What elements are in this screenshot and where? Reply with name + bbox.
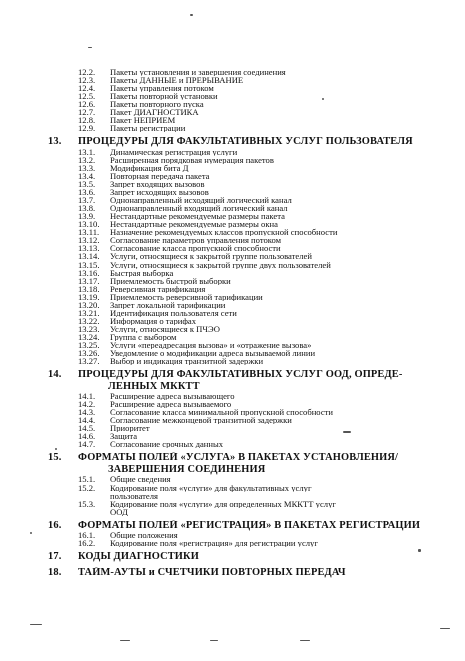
toc-entry-number: 14. (48, 369, 62, 381)
toc-entry-number: 13.7. (78, 196, 96, 205)
toc-subsection-entry (48, 432, 458, 440)
toc-entry-number: 13.14. (78, 252, 100, 261)
toc-subsection-entry (48, 539, 458, 547)
toc-entry-title: ТАЙМ-АУТЫ и СЧЕТЧИКИ ПОВТОРНЫХ ПЕРЕДАЧ (78, 566, 346, 578)
toc-subsection-entry (48, 124, 458, 132)
toc-subsection-entry (48, 204, 458, 212)
toc-entry-number: 14.2. (78, 400, 96, 409)
toc-subsection-entry (48, 309, 458, 317)
toc-entry-title: Назначение рекомендуемых классов пропускной способности (110, 228, 338, 237)
toc-subsection-entry (48, 484, 458, 492)
toc-entry-title: Нестандартные рекомендуемые размеры пакета (110, 212, 285, 221)
toc-entry-title: Запрет исходящих вызовов (110, 188, 209, 197)
scan-speck (30, 624, 42, 625)
toc-subsection-entry (48, 325, 458, 333)
toc-entry-number: 13. (48, 136, 62, 148)
toc-subsection-entry (48, 220, 458, 228)
toc-entry-title: Кодирование поля «услуги» для факультативных услуг (110, 483, 312, 492)
toc-entry-number: 18. (48, 566, 62, 578)
toc-entry-title: Защита (110, 432, 138, 441)
toc-entry-title: Динамическая регистрация услуги (110, 147, 238, 156)
toc-entry-title: Пакеты установления и завершения соединения (110, 68, 286, 77)
toc-subsection-entry (48, 349, 458, 357)
toc-entry-number: 12.8. (78, 116, 96, 125)
toc-entry-title: Быстрая выборка (110, 268, 174, 277)
toc-section-entry (48, 381, 458, 393)
toc-entry-title: Запрет локальной тарификации (110, 300, 226, 309)
toc-entry-title: пользователя (110, 491, 158, 500)
toc-subsection-entry (48, 424, 458, 432)
toc-entry-title: Однонаправленный исходящий логический канал (110, 196, 292, 205)
toc-entry-number: 13.2. (78, 155, 96, 164)
toc-subsection-entry (48, 180, 458, 188)
toc-subsection-entry (48, 188, 458, 196)
toc-subsection-entry (48, 357, 458, 365)
toc-entry-title: Группа с выбором (110, 332, 177, 341)
toc-entry-number: 13.4. (78, 172, 96, 181)
toc-entry-title: Согласование срочных данных (110, 440, 224, 449)
toc-entry-number: 13.19. (78, 292, 100, 301)
toc-subsection-entry (48, 156, 458, 164)
toc-subsection-entry (48, 236, 458, 244)
toc-entry-title: Пакеты повторного пуска (110, 100, 204, 109)
toc-entry-number: 17. (48, 551, 62, 563)
toc-subsection-entry (48, 475, 458, 483)
toc-entry-number: 15. (48, 452, 62, 464)
toc-subsection-entry (48, 400, 458, 408)
scan-speck (343, 431, 351, 433)
toc-entry-title: Пакет НЕПРИЕМ (110, 116, 176, 125)
toc-entry-title: Повторная передача пакета (110, 172, 210, 181)
toc-subsection-entry (48, 228, 458, 236)
toc-subsection-entry (48, 531, 458, 539)
toc-entry-title: Согласование класса пропускной способности (110, 244, 281, 253)
toc-entry-title: Реверсивная тарификация (110, 284, 206, 293)
toc-section-entry (48, 551, 458, 563)
toc-entry-number: 14.6. (78, 432, 96, 441)
toc-entry-title: ЛЕННЫХ МККТТ (108, 380, 200, 392)
toc-subsection-entry (48, 392, 458, 400)
toc-entry-title: Общие сведения (110, 475, 171, 484)
toc-entry-number: 15.2. (78, 483, 96, 492)
toc-subsection-entry (48, 269, 458, 277)
toc-entry-number: 12.3. (78, 76, 96, 85)
toc-entry-title: Кодирование поля «регистрация» для регистрации услуг (110, 539, 318, 548)
toc-entry-number: 13.27. (78, 357, 100, 366)
toc-entry-title: Расширенная порядковая нумерация пакетов (110, 155, 274, 164)
toc-entry-title: Услуги, относящиеся к закрытой группе пользователей (110, 252, 312, 261)
toc-entry-number: 14.3. (78, 408, 96, 417)
toc-entry-title: Пакеты ДАННЫЕ и ПРЕРЫВАНИЕ (110, 76, 244, 85)
toc-section-entry (48, 464, 458, 476)
toc-subsection-entry (48, 317, 458, 325)
toc-entry-number: 12.6. (78, 100, 96, 109)
toc-subsection-entry (48, 68, 458, 76)
toc-entry-title: Приемлемость быстрой выборки (110, 276, 231, 285)
toc-entry-title: Пакет ДИАГНОСТИКА (110, 108, 199, 117)
toc-section-entry (48, 136, 458, 148)
scan-speck (418, 549, 421, 552)
toc-subsection-entry (48, 416, 458, 424)
toc-subsection-entry (48, 261, 458, 269)
toc-subsection-entry (48, 92, 458, 100)
toc-entry-number: 13.15. (78, 260, 100, 269)
toc-entry-title: Уведомление о модификации адреса вызываемой линии (110, 349, 316, 358)
toc-entry-title: Услуги, относящиеся к закрытой группе двух пользователей (110, 260, 331, 269)
toc-section-entry (48, 520, 458, 532)
toc-entry-title: ПРОЦЕДУРЫ ДЛЯ ФАКУЛЬТАТИВНЫХ УСЛУГ ПОЛЬЗОВАТЕЛЯ (78, 136, 413, 148)
toc-entry-title: Приоритет (110, 424, 150, 433)
scan-speck (30, 532, 32, 534)
scan-speck (210, 640, 218, 641)
toc-subsection-entry (48, 277, 458, 285)
toc-entry-title: Нестандартные рекомендуемые размеры окна (110, 220, 278, 229)
toc-subsection-entry (48, 172, 458, 180)
toc-entry-title: Идентификация пользователя сети (110, 308, 237, 317)
toc-entry-title: Запрет входящих вызовов (110, 180, 205, 189)
toc-entry-number: 13.1. (78, 147, 96, 156)
toc-section-entry (48, 369, 458, 381)
toc-section-entry (48, 567, 458, 579)
toc-entry-number: 13.6. (78, 188, 96, 197)
toc-entry-title: Информация о тарифах (110, 316, 197, 325)
toc-entry-number: 15.3. (78, 499, 96, 508)
toc-entry-title: Модификация бита Д (110, 163, 189, 173)
toc-subsection-entry (48, 196, 458, 204)
toc-entry-number: 13.24. (78, 332, 100, 341)
toc-section-entry (48, 452, 458, 464)
toc-entry-title: Согласование класса минимальной пропускной способности (110, 408, 333, 417)
scan-speck (120, 640, 130, 641)
toc-subsection-entry (48, 285, 458, 293)
toc-subsection-entry (48, 84, 458, 92)
toc-subsection-entry (48, 440, 458, 448)
toc-subsection-entry (48, 116, 458, 124)
toc-subsection-entry (48, 508, 458, 516)
toc-entry-number: 13.20. (78, 300, 100, 309)
toc-entry-number: 14.7. (78, 440, 96, 449)
toc-subsection-entry (48, 301, 458, 309)
toc-entry-title: ФОРМАТЫ ПОЛЕЙ «РЕГИСТРАЦИЯ» В ПАКЕТАХ РЕГИСТРАЦИИ (78, 519, 421, 531)
toc-subsection-entry (48, 212, 458, 220)
toc-entry-number: 16.2. (78, 539, 96, 548)
table-of-contents (48, 68, 458, 578)
toc-subsection-entry (48, 148, 458, 156)
toc-entry-title: Расширение адреса вызывающего (110, 392, 235, 401)
toc-entry-number: 13.3. (78, 163, 96, 173)
toc-subsection-entry (48, 164, 458, 172)
toc-subsection-entry (48, 492, 458, 500)
toc-entry-number: 14.5. (78, 424, 96, 433)
toc-entry-number: 13.23. (78, 324, 100, 333)
toc-entry-title: Услуги «переадресация вызова» и «отражение вызова» (110, 341, 312, 350)
toc-entry-number: 13.11. (78, 228, 100, 237)
toc-entry-number: 13.22. (78, 316, 100, 325)
toc-entry-title: Выбор и индикация транзитной задержки (110, 357, 264, 366)
toc-entry-title: Пакеты повторной установки (110, 92, 218, 101)
toc-entry-title: КОДЫ ДИАГНОСТИКИ (78, 551, 199, 563)
toc-entry-number: 14.4. (78, 416, 96, 425)
scan-speck (440, 628, 450, 629)
toc-entry-number: 13.13. (78, 244, 100, 253)
toc-entry-title: Согласование межконцевой транзитной задержки (110, 416, 292, 425)
toc-entry-number: 13.26. (78, 349, 100, 358)
toc-entry-number: 12.9. (78, 124, 96, 133)
toc-entry-title: Согласование параметров управления потоком (110, 236, 282, 245)
toc-entry-number: 12.5. (78, 92, 96, 101)
toc-entry-title: Расширение адреса вызываемого (110, 400, 232, 409)
toc-entry-number: 16.1. (78, 531, 96, 540)
toc-subsection-entry (48, 293, 458, 301)
toc-entry-number: 13.12. (78, 236, 100, 245)
toc-entry-number: 13.17. (78, 276, 100, 285)
toc-entry-number: 16. (48, 519, 62, 531)
toc-entry-number: 13.16. (78, 268, 100, 277)
toc-entry-number: 14.1. (78, 392, 96, 401)
toc-subsection-entry (48, 100, 458, 108)
toc-entry-title: Кодирование поля «услуги» для определенных МККТТ услуг (110, 499, 336, 508)
toc-subsection-entry (48, 408, 458, 416)
toc-entry-number: 13.10. (78, 220, 100, 229)
toc-entry-number: 12.2. (78, 68, 96, 77)
toc-entry-number: 13.18. (78, 284, 100, 293)
toc-subsection-entry (48, 333, 458, 341)
toc-entry-title: Пакеты регистрации (110, 124, 186, 133)
toc-entry-title: ЗАВЕРШЕНИЯ СОЕДИНЕНИЯ (108, 463, 266, 475)
toc-entry-number: 13.9. (78, 212, 96, 221)
scan-speck (322, 98, 324, 100)
toc-subsection-entry (48, 500, 458, 508)
toc-entry-title: Услуги, относящиеся к ПЧЭО (110, 324, 220, 333)
toc-entry-number: 13.21. (78, 308, 100, 317)
toc-entry-number: 13.8. (78, 204, 96, 213)
toc-entry-title: Однонаправленный входящий логический канал (110, 204, 288, 213)
toc-entry-title: ПРОЦЕДУРЫ ДЛЯ ФАКУЛЬТАТИВНЫХ УСЛУГ ООД, ОПРЕДЕ- (78, 369, 403, 381)
scan-speck (190, 14, 193, 16)
toc-subsection-entry (48, 108, 458, 116)
toc-entry-number: 13.25. (78, 341, 100, 350)
toc-subsection-entry (48, 76, 458, 84)
toc-entry-number: 13.5. (78, 180, 96, 189)
toc-entry-title: ФОРМАТЫ ПОЛЕЙ «УСЛУГА» В ПАКЕТАХ УСТАНОВЛЕНИЯ/ (78, 452, 399, 464)
toc-entry-title: Пакеты управления потоком (110, 84, 214, 93)
scan-speck (55, 448, 57, 450)
toc-entry-title: ООД (110, 507, 128, 516)
toc-entry-number: 12.4. (78, 84, 96, 93)
toc-subsection-entry (48, 252, 458, 260)
scan-speck (88, 47, 92, 48)
scan-speck (300, 640, 310, 641)
toc-entry-title: Приемлемость реверсивной тарификации (110, 292, 263, 301)
toc-entry-number: 15.1. (78, 475, 96, 484)
toc-entry-title: Общие положения (110, 531, 178, 540)
toc-entry-number: 12.7. (78, 108, 96, 117)
toc-subsection-entry (48, 244, 458, 252)
toc-subsection-entry (48, 341, 458, 349)
